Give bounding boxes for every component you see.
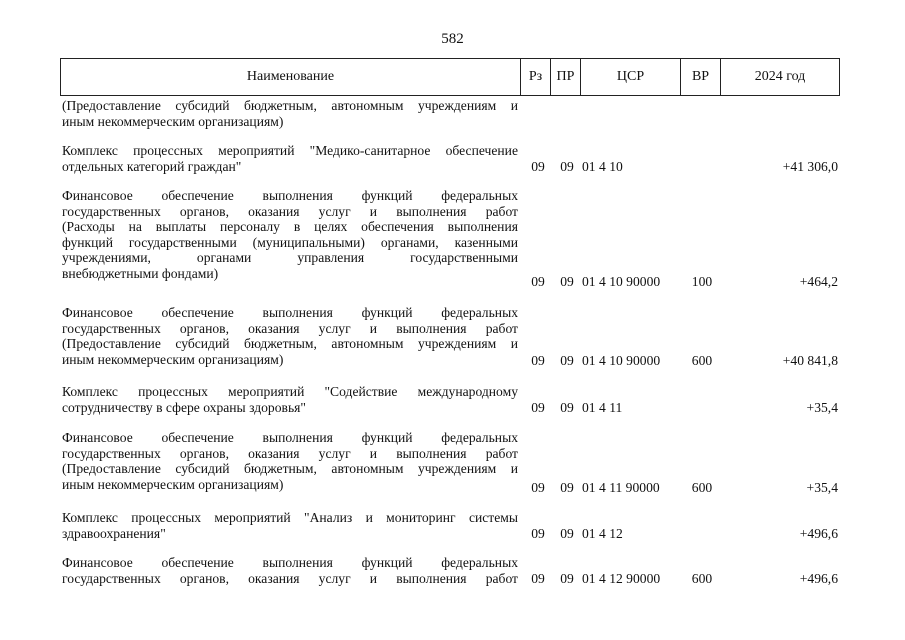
row-name-line: Комплекс процессных мероприятий "Медико-санитарное обеспечение <box>62 143 518 158</box>
row-csr: 01 4 10 90000 <box>582 274 661 289</box>
row-name-line: отдельных категорий граждан" <box>62 158 242 174</box>
row-rz: 09 <box>531 480 545 495</box>
row-vr: 600 <box>691 480 713 495</box>
row-name-line: учреждениями, органами управления государственными <box>62 250 518 266</box>
row-amount: +41 306,0 <box>782 158 838 174</box>
row-pr: 09 <box>560 400 574 415</box>
row-pr: 09 <box>560 571 574 586</box>
row-amount: +40 841,8 <box>782 353 838 368</box>
row-name-line: Комплекс процессных мероприятий "Анализ и мониторинг системы <box>62 510 518 525</box>
row-csr: 01 4 12 90000 <box>582 571 661 586</box>
header-csr: ЦСР <box>581 59 681 95</box>
row-name-line: государственных органов, оказания услуг и выполнения работ <box>62 320 518 336</box>
row-amount: +35,4 <box>806 480 838 495</box>
row-name-line: Финансовое обеспечение выполнения функций федеральных <box>62 555 518 570</box>
header-pr: ПР <box>551 59 581 95</box>
row-name-line: (Расходы на выплаты персоналу в целях обеспечения выполнения <box>62 219 518 235</box>
row-name-line: иным некоммерческим организациям) <box>62 351 284 367</box>
row-name-line: Комплекс процессных мероприятий "Содействие международному <box>62 384 518 399</box>
row-name-line: внебюджетными фондами) <box>62 265 219 281</box>
row-csr: 01 4 11 <box>582 400 623 415</box>
row-pr: 09 <box>560 526 574 541</box>
row-name-line: Финансовое обеспечение выполнения функций федеральных <box>62 305 518 320</box>
row-csr: 01 4 10 90000 <box>582 353 661 368</box>
row-vr: 100 <box>691 274 713 289</box>
header-name: Наименование <box>61 59 521 95</box>
header-year: 2024 год <box>754 69 806 84</box>
row-csr: 01 4 12 <box>582 526 623 541</box>
row-pr: 09 <box>560 158 574 174</box>
row-amount: +464,2 <box>799 274 838 289</box>
row-name-line: (Предоставление субсидий бюджетным, автономным учреждениям и <box>62 461 518 477</box>
row-name <box>62 188 518 282</box>
row-name <box>62 98 518 129</box>
row-name <box>62 143 518 174</box>
row-name-line: сотрудничеству в сфере охраны здоровья" <box>62 399 306 415</box>
header-vr: ВР <box>681 59 721 95</box>
row-name <box>62 430 518 492</box>
row-name-line: государственных органов, оказания услуг и выполнения работ <box>62 445 518 461</box>
row-name-line: государственных органов, оказания услуг и выполнения работ <box>62 570 518 586</box>
row-rz: 09 <box>531 158 545 174</box>
row-rz: 09 <box>531 274 545 289</box>
row-rz: 09 <box>531 353 545 368</box>
row-name-line: функций государственными (муниципальными) органами, казенными <box>62 234 518 250</box>
page-number: 582 <box>441 31 464 47</box>
row-vr: 600 <box>691 571 713 586</box>
row-amount: +496,6 <box>799 526 838 541</box>
header-rz: Рз <box>521 59 551 95</box>
row-csr: 01 4 10 <box>582 158 623 174</box>
row-name-line: Финансовое обеспечение выполнения функций федеральных <box>62 430 518 445</box>
row-pr: 09 <box>560 480 574 495</box>
row-name-line: (Предоставление субсидий бюджетным, автономным учреждениям и <box>62 98 518 113</box>
row-name <box>62 384 518 415</box>
row-name <box>62 555 518 586</box>
row-name-line: государственных органов, оказания услуг и выполнения работ <box>62 203 518 219</box>
row-csr: 01 4 11 90000 <box>582 480 660 495</box>
row-name-line: здравоохранения" <box>62 525 166 541</box>
table-header <box>60 58 840 96</box>
row-name <box>62 305 518 367</box>
row-rz: 09 <box>531 526 545 541</box>
row-rz: 09 <box>531 400 545 415</box>
row-name <box>62 510 518 541</box>
row-amount: +35,4 <box>806 400 838 415</box>
row-pr: 09 <box>560 274 574 289</box>
row-pr: 09 <box>560 353 574 368</box>
row-vr: 600 <box>691 353 713 368</box>
row-name-line: иным некоммерческим организациям) <box>62 113 284 129</box>
row-name-line: Финансовое обеспечение выполнения функций федеральных <box>62 188 518 203</box>
row-name-line: (Предоставление субсидий бюджетным, автономным учреждениям и <box>62 336 518 352</box>
row-name-line: иным некоммерческим организациям) <box>62 476 284 492</box>
row-amount: +496,6 <box>799 571 838 586</box>
row-rz: 09 <box>531 571 545 586</box>
